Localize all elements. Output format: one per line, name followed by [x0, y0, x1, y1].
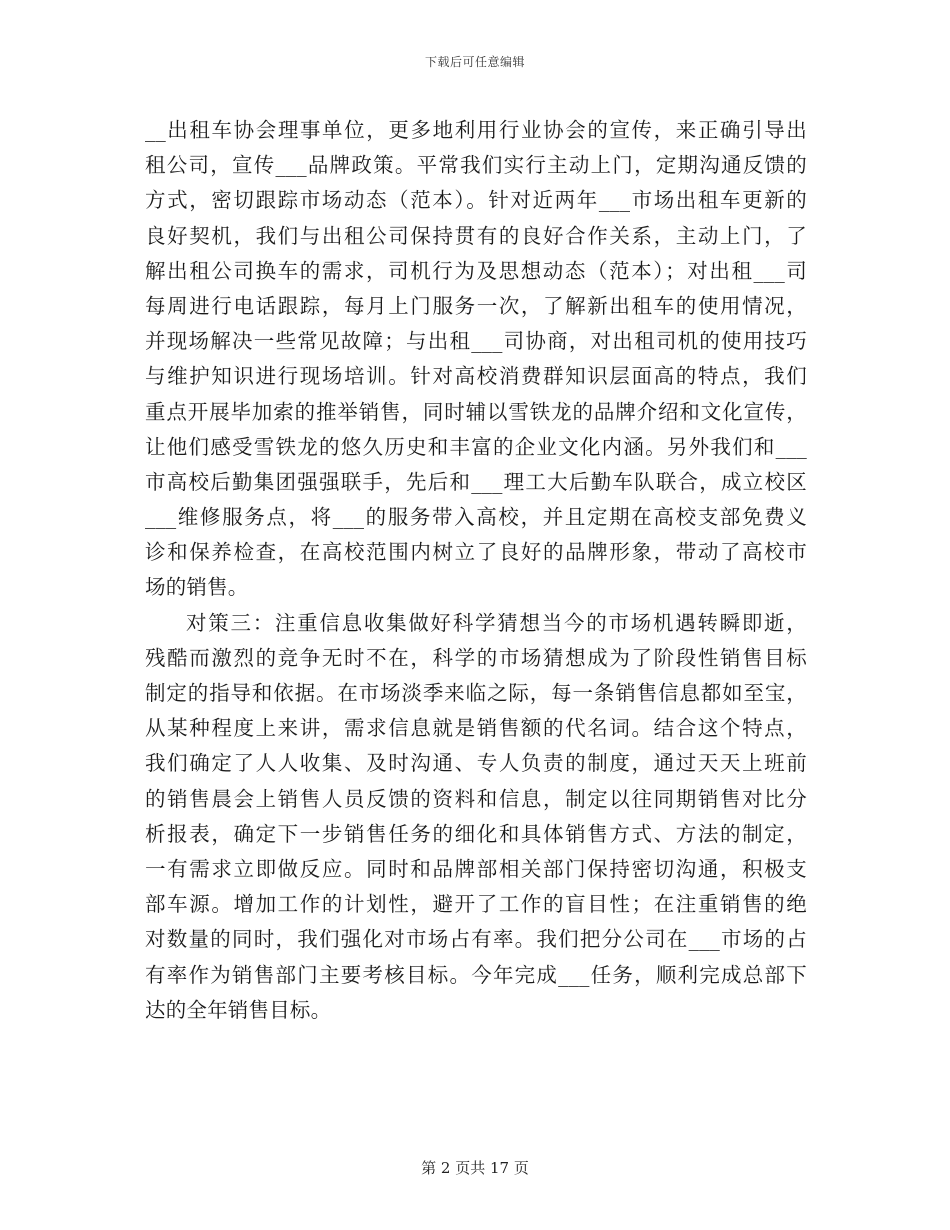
text-line: 有率作为销售部门主要考核目标。今年完成___任务，顺利完成总部下 — [145, 962, 807, 987]
text-line: 与维护知识进行现场培训。针对高校消费群知识层面高的特点，我们 — [145, 364, 807, 389]
text-line: 达的全年销售目标。 — [145, 997, 332, 1022]
text-line: 每周进行电话跟踪，每月上门服务一次，了解新出租车的使用情况， — [145, 293, 807, 318]
text-line: 市高校后勤集团强强联手，先后和___理工大后勤车队联合，成立校区 — [145, 469, 807, 494]
text-line: 对数量的同时，我们强化对市场占有率。我们把分公司在___市场的占 — [145, 927, 807, 952]
text-line: 对策三：注重信息收集做好科学猜想当今的市场机遇转瞬即逝， — [186, 610, 807, 635]
text-line: 解出租公司换车的需求，司机行为及思想动态（范本）；对出租___司 — [145, 258, 807, 283]
text-line: 部车源。增加工作的计划性，避开了工作的盲目性；在注重销售的绝 — [145, 892, 807, 917]
text-line: 诊和保养检查，在高校范围内树立了良好的品牌形象，带动了高校市 — [145, 540, 807, 565]
text-line: 良好契机，我们与出租公司保持贯有的良好合作关系，主动上门，了 — [145, 223, 807, 248]
text-line: 让他们感受雪铁龙的悠久历史和丰富的企业文化内涵。另外我们和___ — [145, 434, 807, 459]
text-line: __出租车协会理事单位，更多地利用行业协会的宣传，来正确引导出 — [145, 118, 807, 142]
text-line: 从某种程度上来讲，需求信息就是销售额的代名词。结合这个特点， — [145, 716, 807, 741]
text-line: 析报表，确定下一步销售任务的细化和具体销售方式、方法的制定， — [145, 821, 807, 846]
text-line: 一有需求立即做反应。同时和品牌部相关部门保持密切沟通，积极支 — [145, 856, 807, 881]
text-line: 残酷而激烈的竞争无时不在，科学的市场猜想成为了阶段性销售目标 — [145, 645, 807, 670]
paragraph-1 — [145, 113, 807, 606]
paragraph-2 — [145, 606, 807, 1028]
text-line: 我们确定了人人收集、及时沟通、专人负责的制度，通过天天上班前 — [145, 751, 807, 776]
document-body — [145, 113, 807, 1028]
text-line: ___维修服务点，将___的服务带入高校，并且定期在高校支部免费义 — [145, 505, 807, 530]
text-line: 并现场解决一些常见故障；与出租___司协商，对出租司机的使用技巧 — [145, 329, 807, 354]
text-line: 制定的指导和依据。在市场淡季来临之际，每一条销售信息都如至宝， — [145, 681, 807, 705]
page-number: 第 2 页共 17 页 — [421, 1159, 529, 1177]
text-line: 租公司，宣传___品牌政策。平常我们实行主动上门，定期沟通反馈的 — [145, 153, 807, 178]
text-line: 的销售晨会上销售人员反馈的资料和信息，制定以往同期销售对比分 — [145, 786, 807, 811]
page-header: 下载后可任意编辑 — [424, 55, 525, 69]
text-line: 重点开展毕加索的推举销售，同时辅以雪铁龙的品牌介绍和文化宣传， — [145, 399, 807, 424]
text-line: 场的销售。 — [145, 575, 249, 600]
text-line: 方式，密切跟踪市场动态（范本）。针对近两年___市场出租车更新的 — [145, 188, 807, 213]
